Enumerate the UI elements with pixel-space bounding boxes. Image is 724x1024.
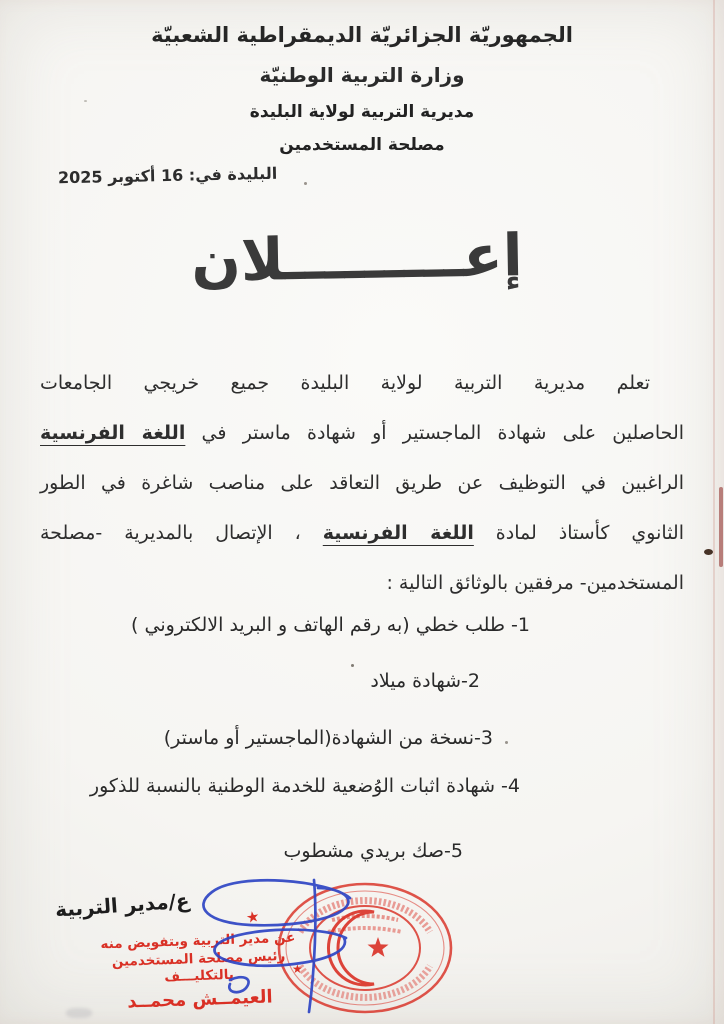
letterhead	[0, 20, 724, 158]
french-language-emphasis: اللغة الفرنسية	[40, 422, 186, 444]
announcement-title: إعـــــــــلان	[190, 221, 524, 295]
scan-speck	[351, 664, 354, 667]
scan-speck	[84, 100, 87, 102]
signature-scribble	[178, 876, 363, 1016]
stamp-text-line: رئيس مصلحة المستخدمين	[111, 947, 286, 970]
body-line-5: المستخدمين- مرفقين بالوثائق التالية :	[386, 572, 684, 594]
scan-speck	[704, 549, 713, 555]
republic-name: الجمهوريّة الجزائريّة الديمقراطية الشعبيّة	[151, 23, 573, 47]
scan-speck	[304, 182, 307, 185]
document-item: 1- طلب خطي (به رقم الهاتف و البريد الالكتروني )	[131, 614, 530, 636]
body-line-2-text: الحاصلين على شهادة الماجستير أو شهادة ماستر في	[185, 422, 685, 444]
paper-crease	[713, 0, 715, 1024]
announcement-body	[40, 358, 684, 608]
stamp-text-line: عن مدير التربية وبتفويض منه	[100, 929, 296, 953]
edge-mark	[719, 487, 723, 567]
star-icon: ★	[244, 906, 261, 928]
body-line-1: تعلم مديرية التربية لولاية البليدة جميع خريجي الجامعات	[40, 372, 650, 394]
directorate-name: مديرية التربية لولاية البليدة	[249, 102, 475, 122]
body-line-4-tail: ، الإتصال بالمديرية -مصلحة	[40, 522, 323, 544]
french-language-emphasis: اللغة الفرنسية	[322, 522, 474, 544]
document-item: 2-شهادة ميلاد	[370, 670, 480, 692]
stamp-text-line: بالتكليـــف	[164, 966, 235, 986]
body-line-4-text: الثانوي كأستاذ لمادة	[473, 522, 684, 544]
document-item: 4- شهادة اثبات الوُضعية للخدمة الوطنية بالنسبة للذكور	[89, 775, 520, 797]
scan-speck	[505, 741, 508, 744]
body-line-4	[40, 508, 684, 558]
signer-capacity-label: ع/مدير التربية	[54, 888, 191, 922]
scan-smudge	[66, 1008, 92, 1018]
body-line-2	[40, 408, 684, 458]
body-line-3: الراغبين في التوظيف عن طريق التعاقد على مناصب شاغرة في الطور	[40, 472, 684, 494]
star-icon: ★	[292, 962, 303, 976]
document-item: 3-نسخة من الشهادة(الماجستير أو ماستر)	[163, 727, 493, 749]
date-line: البليدة في: 16 أكتوبر 2025	[57, 163, 278, 188]
ministry-name: وزارة التربية الوطنيّة	[259, 63, 465, 87]
service-name: مصلحة المستخدمين	[279, 135, 445, 155]
stamp-signer-name: العيمــش محمــد	[126, 986, 273, 1013]
document-item: 5-صك بريدي مشطوب	[283, 840, 463, 862]
